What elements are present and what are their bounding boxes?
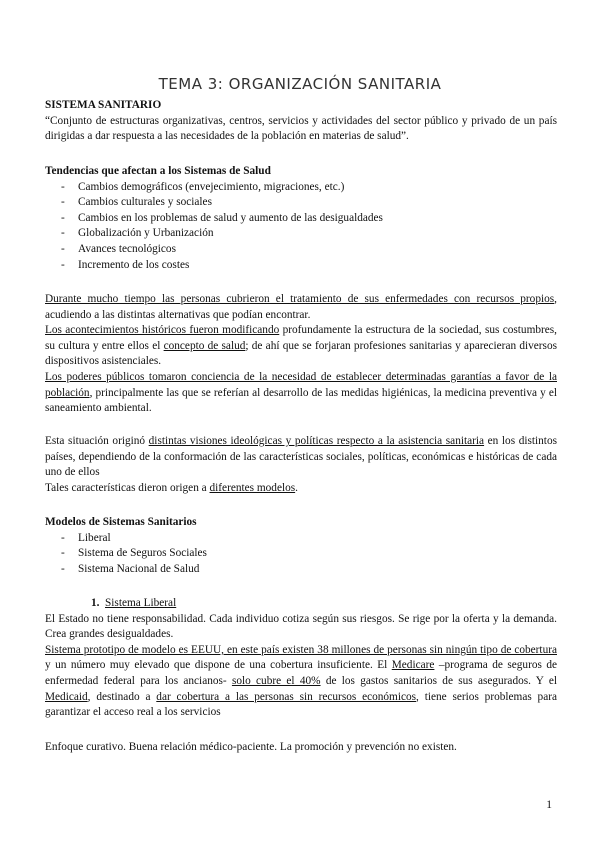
definition-quote: “Conjunto de estructuras organizativas, centros, servicios y actividades del sector público y privado de un país dirigidas a dar respuesta a las necesidades de la población en materias de salud”. <box>45 114 557 143</box>
page-number: 1 <box>546 799 552 811</box>
list-item: - Cambios culturales y sociales <box>61 195 557 211</box>
underlined-text: diferentes modelos <box>209 481 296 494</box>
section-heading: Sistema Liberal <box>105 597 177 609</box>
tendencias-list <box>45 180 557 274</box>
models-intro-paragraph <box>45 434 557 496</box>
underlined-text: concepto de salud <box>163 339 246 352</box>
closing-paragraph <box>45 740 557 756</box>
paragraph <box>45 292 557 323</box>
heading-number: 1. <box>91 597 100 609</box>
page-title: TEMA 3: ORGANIZACIÓN SANITARIA <box>158 75 442 93</box>
section-heading: Tendencias que afectan a los Sistemas de Salud <box>45 165 271 177</box>
text: profundamente la estructura de la sociedad, sus costumbres, su cultura y entre ellos el <box>45 324 558 352</box>
list-item: - Cambios en los problemas de salud y aumento de las desigualdades <box>61 211 557 227</box>
underlined-text: solo cubre el 40% <box>231 674 321 687</box>
underlined-text: Sistema prototipo de modelo es EEUU, en este país existen 38 millones de personas sin ningún tipo de cobertura <box>45 643 557 656</box>
history-paragraphs <box>45 292 557 417</box>
list-item: - Sistema Nacional de Salud <box>61 562 557 578</box>
section-heading: SISTEMA SANITARIO <box>45 99 162 111</box>
text: , acudiendo a las distintas alternativas que podían encontrar. <box>45 293 557 321</box>
text: . <box>295 481 298 494</box>
underlined-text: Durante mucho tiempo las personas cubrieron el tratamiento de sus enfermedades con recursos propios <box>45 293 555 305</box>
underlined-text: distintas visiones ideológicas y políticas respecto a la asistencia sanitaria <box>148 435 485 447</box>
text: de los gastos sanitarios de sus asegurados. Y el <box>320 674 557 687</box>
paragraph <box>45 370 557 417</box>
section-sistema-sanitario <box>45 98 557 145</box>
text: ; de ahí que se forjaran profesiones sanitarias y aparecieran diversos dispositivos asistenciales. <box>45 339 557 368</box>
text: Tales características dieron origen a <box>45 481 210 494</box>
list-item: - Liberal <box>61 531 557 547</box>
text: Esta situación originó <box>45 435 149 447</box>
underlined-text: Medicaid <box>45 690 88 703</box>
paragraph <box>45 481 557 497</box>
text: , destinado a <box>87 690 157 703</box>
paragraph <box>45 323 557 370</box>
section-tendencias <box>45 164 557 273</box>
paragraph <box>45 434 557 481</box>
modelos-list <box>45 531 557 578</box>
section-heading: Modelos de Sistemas Sanitarios <box>45 516 197 528</box>
paragraph: El Estado no tiene responsabilidad. Cada individuo cotiza según sus riesgos. Se rige por la oferta y la demanda. Crea grandes desigualdades. <box>45 612 557 641</box>
list-item: - Sistema de Seguros Sociales <box>61 546 557 562</box>
section-modelos <box>45 515 557 577</box>
text: , tiene serios problemas para garantizar el acceso real a los servicios <box>45 690 557 719</box>
underlined-text: Los poderes públicos tomaron conciencia de la necesidad de establecer determinadas garantías a favor de la población <box>45 370 557 399</box>
numbered-heading <box>45 596 557 612</box>
text: en los distintos países, dependiendo de la conformación de las características sociales, políticas, económicas e históricas de cada uno de ellos <box>45 435 557 479</box>
list-item: - Cambios demográficos (envejecimiento, migraciones, etc.) <box>61 180 557 196</box>
underlined-text: Los acontecimientos históricos fueron modificando <box>45 324 280 337</box>
text: y un número muy elevado que dispone de una cobertura insuficiente. El <box>45 659 392 672</box>
paragraph: Enfoque curativo. Buena relación médico-paciente. La promoción y prevención no existen. <box>45 741 457 753</box>
paragraph <box>45 643 557 721</box>
underlined-text: dar cobertura a las personas sin recursos económicos <box>156 690 417 703</box>
text: , principalmente las que se referían al desarrollo de las medidas higiénicas, la medicina preventiva y el saneamiento ambiental. <box>45 386 557 415</box>
list-item: - Globalización y Urbanización <box>61 226 557 242</box>
list-item: - Avances tecnológicos <box>61 242 557 258</box>
text: –programa de seguros de enfermedad federal para los ancianos- <box>45 659 557 687</box>
underlined-text: Medicare <box>391 659 435 672</box>
section-sistema-liberal <box>45 596 557 721</box>
list-item: - Incremento de los costes <box>61 258 557 274</box>
